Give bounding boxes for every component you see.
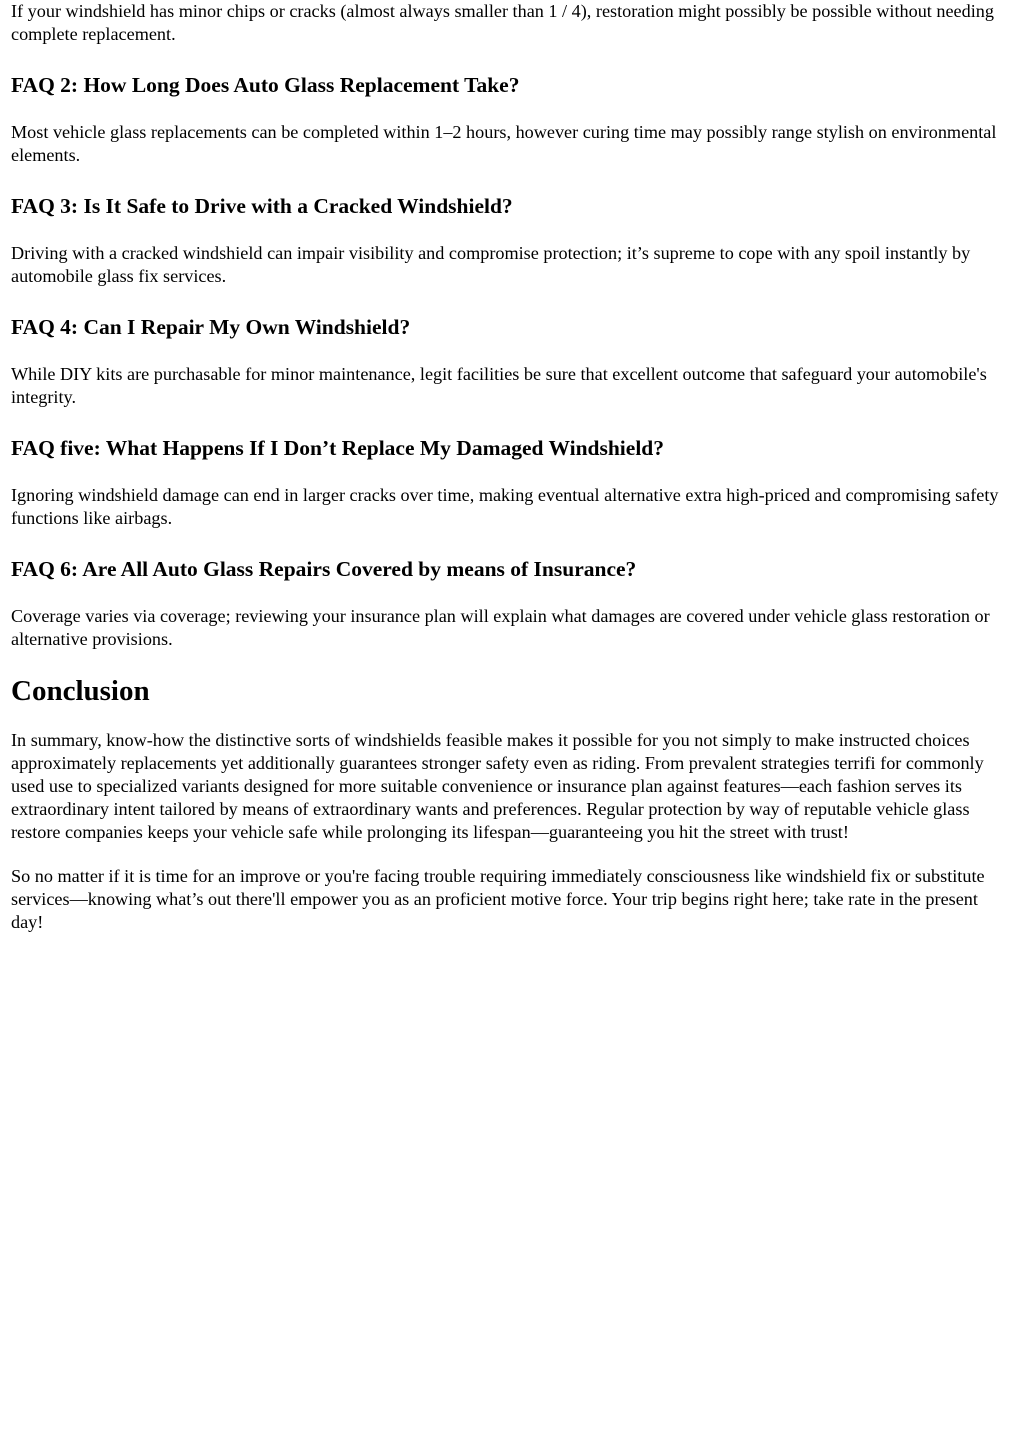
faq-6-body: Coverage varies via coverage; reviewing your insurance plan will explain what damages are covered under vehicle glass restoration or alternative provisions.	[11, 606, 990, 649]
faq-4-body: While DIY kits are purchasable for minor maintenance, legit facilities be sure that excellent outcome that safeguard your automobile's integrity.	[11, 364, 987, 407]
faq-5-body: Ignoring windshield damage can end in larger cracks over time, making eventual alternative extra high-priced and compromising safety functions like airbags.	[11, 485, 999, 528]
conclusion-paragraph-2: So no matter if it is time for an improve or you're facing trouble requiring immediately consciousness like windshield fix or substitute services—knowing what’s out there'll empower you as an proficient motive force. Your trip begins right here; take rate in the present day!	[11, 866, 985, 932]
intro-paragraph: If your windshield has minor chips or cracks (almost always smaller than 1 / 4), restoration might possibly be possible without needing complete replacement.	[11, 1, 994, 44]
faq-3-body: Driving with a cracked windshield can impair visibility and compromise protection; it’s supreme to cope with any spoil instantly by automobile glass fix services.	[11, 243, 971, 286]
faq-5-title: FAQ five: What Happens If I Don’t Replace My Damaged Windshield?	[11, 436, 664, 460]
conclusion-heading: Conclusion	[11, 675, 150, 707]
faq-6-title: FAQ 6: Are All Auto Glass Repairs Covered by means of Insurance?	[11, 557, 637, 581]
faq-2-title: FAQ 2: How Long Does Auto Glass Replacement Take?	[11, 73, 520, 97]
conclusion-paragraph-1: In summary, know-how the distinctive sorts of windshields feasible makes it possible for you not simply to make instructed choices approximately replacements yet additionally guarantees stronger safety even as riding. From prevalent strategies terrifi for commonly used use to specialized variants designed for more suitable convenience or insurance plan against features—each fashion serves its extraordinary intent tailored by means of extraordinary wants and preferences. Regular protection by way of reputable vehicle glass restore companies keeps your vehicle safe while prolonging its lifespan—guaranteeing you hit the street with trust!	[11, 730, 984, 842]
faq-2-body: Most vehicle glass replacements can be completed within 1–2 hours, however curing time may possibly range stylish on environmental elements.	[11, 122, 997, 165]
faq-4-title: FAQ 4: Can I Repair My Own Windshield?	[11, 315, 411, 339]
faq-3-title: FAQ 3: Is It Safe to Drive with a Cracked Windshield?	[11, 194, 513, 218]
